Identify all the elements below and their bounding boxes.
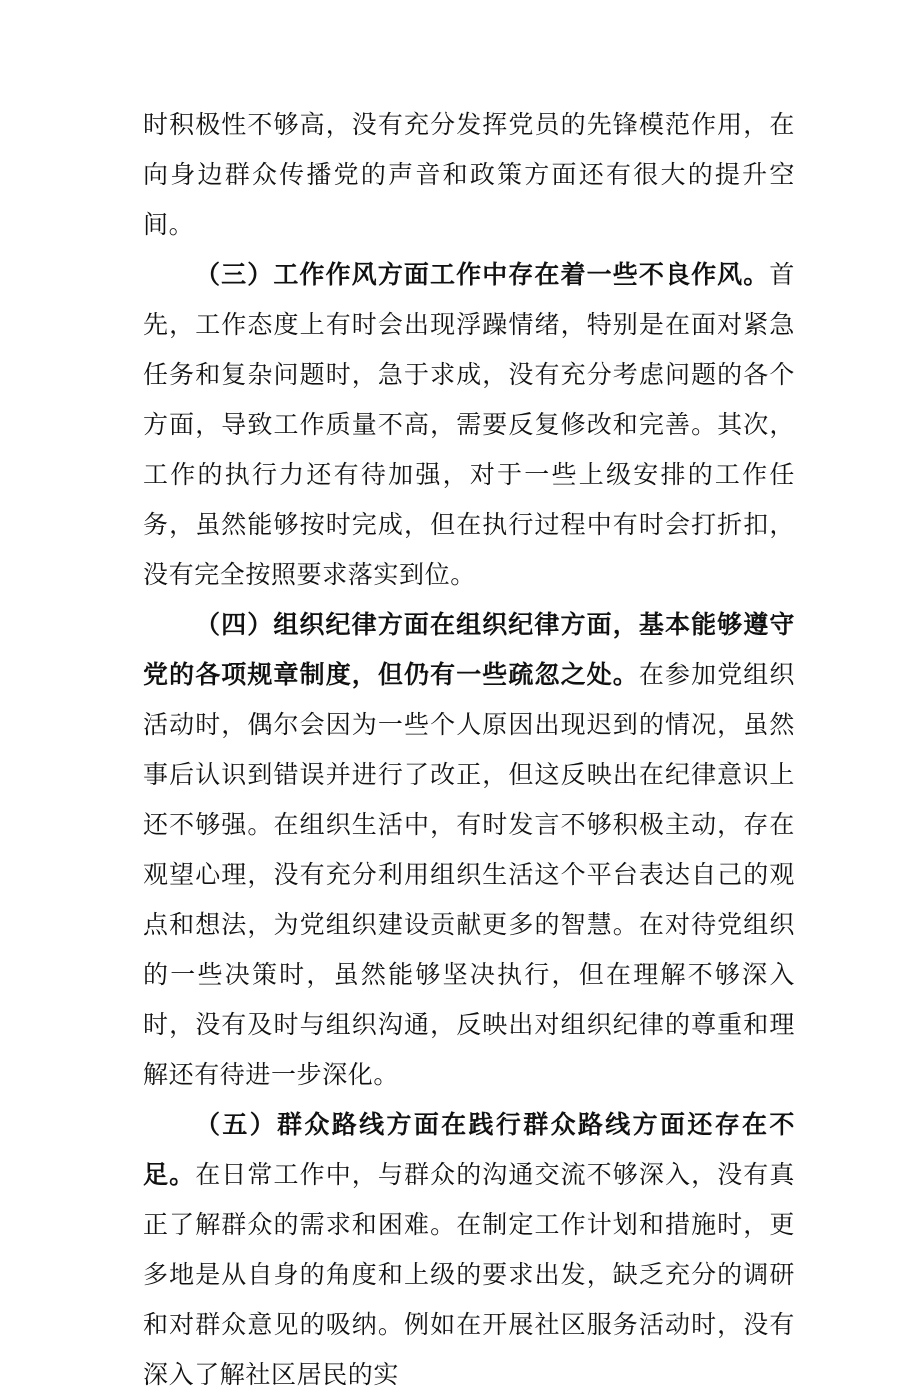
document-body: [143, 100, 795, 1400]
section-heading-discipline: （四）组织纪律方面在组织纪律方面，基本能够遵守党的各项规章制度，但仍有一些疏忽之处。: [143, 610, 795, 689]
paragraph-mass-line: [143, 1100, 795, 1400]
section-heading-mass-line: （五）群众路线方面在践行群众路线方面还存在不足。: [143, 1110, 795, 1189]
section-heading-work-style: （三）工作作风方面工作中存在着一些不良作风。: [195, 260, 770, 289]
paragraph-text: 时积极性不够高，没有充分发挥党员的先锋模范作用，在向身边群众传播党的声音和政策方面还有很大的提升空间。: [143, 110, 795, 239]
paragraph-continuation: [143, 100, 795, 250]
paragraph-work-style: [143, 250, 795, 600]
paragraph-text: 在日常工作中，与群众的沟通交流不够深入，没有真正了解群众的需求和困难。在制定工作计划和措施时，更多地是从自身的角度和上级的要求出发，缺乏充分的调研和对群众意见的吸纳。例如在开展社区服务活动时，没有深入了解社区居民的实: [143, 1160, 795, 1389]
paragraph-discipline: [143, 600, 795, 1100]
paragraph-text: 在参加党组织活动时，偶尔会因为一些个人原因出现迟到的情况，虽然事后认识到错误并进行了改正，但这反映出在纪律意识上还不够强。在组织生活中，有时发言不够积极主动，存在观望心理，没有充分利用组织生活这个平台表达自己的观点和想法，为党组织建设贡献更多的智慧。在对待党组织的一些决策时，虽然能够坚决执行，但在理解不够深入时，没有及时与组织沟通，反映出对组织纪律的尊重和理解还有待进一步深化。: [143, 660, 795, 1089]
paragraph-text: 首先，工作态度上有时会出现浮躁情绪，特别是在面对紧急任务和复杂问题时，急于求成，没有充分考虑问题的各个方面，导致工作质量不高，需要反复修改和完善。其次，工作的执行力还有待加强，对于一些上级安排的工作任务，虽然能够按时完成，但在执行过程中有时会打折扣，没有完全按照要求落实到位。: [143, 260, 795, 589]
